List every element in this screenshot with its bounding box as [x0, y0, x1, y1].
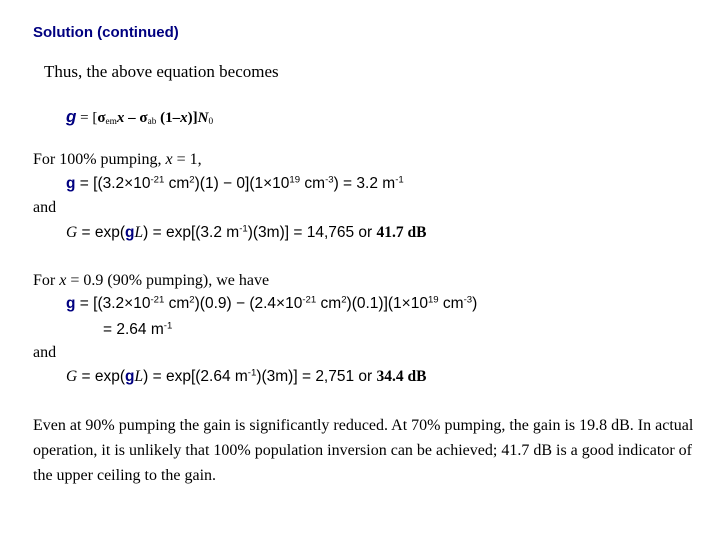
case2-intro: For x = 0.9 (90% pumping), we have — [33, 272, 270, 289]
equation-general: $g = [\sigma_{em}x - \sigma_{ab}$ $(1-x)]N_0$ — [66, 107, 214, 127]
conclusion-paragraph: Even at 90% pumping the gain is significantly reduced. At 70% pumping, the gain is 19.8 dB. In actual operation, it is unlikely that 100% population inversion can be achieved; 41.7 dB is a good indicator of the upper ceiling to the gain. — [33, 417, 694, 484]
case1-result: 41.7 dB — [376, 224, 427, 241]
case1-intro: For 100% pumping, x = 1, — [33, 151, 202, 168]
case1-G-equation: G = exp(gL) = exp[(3.2 $m^{-1})(3m)] = 14,765$ or 41.7 dB — [66, 223, 427, 241]
case1-and: and — [33, 199, 57, 216]
case2-result: 34.4 dB — [376, 368, 427, 385]
gain-symbol: g — [66, 107, 77, 126]
case1-gain-equation: $g = [(3.2\times 10^{-21}$ $cm^2)(1) - 0](1\times 10^{19}$ $cm^{-3}) = 3.2$ $m^{-1}$ — [66, 174, 404, 192]
case2-G-equation: G = exp(gL) = exp[(2.64 $m^{-1})(3m)] = 2,751$ or 34.4 dB — [66, 367, 427, 385]
case2-and: and — [33, 344, 57, 361]
intro-text: Thus, the above equation becomes — [44, 62, 279, 81]
case2-gain-equation: $g = [(3.2\times 10^{-21}$ $cm^2)(0.9) - (2.4\times 10^{-21}$ $cm^2)(0.1)](1\times 10^{19}$ $cm^{-3}$) — [66, 294, 478, 312]
case2-gain-result: = 2.64 $m^{-1}$ — [103, 320, 173, 338]
heading: Solution (continued) — [33, 24, 179, 41]
